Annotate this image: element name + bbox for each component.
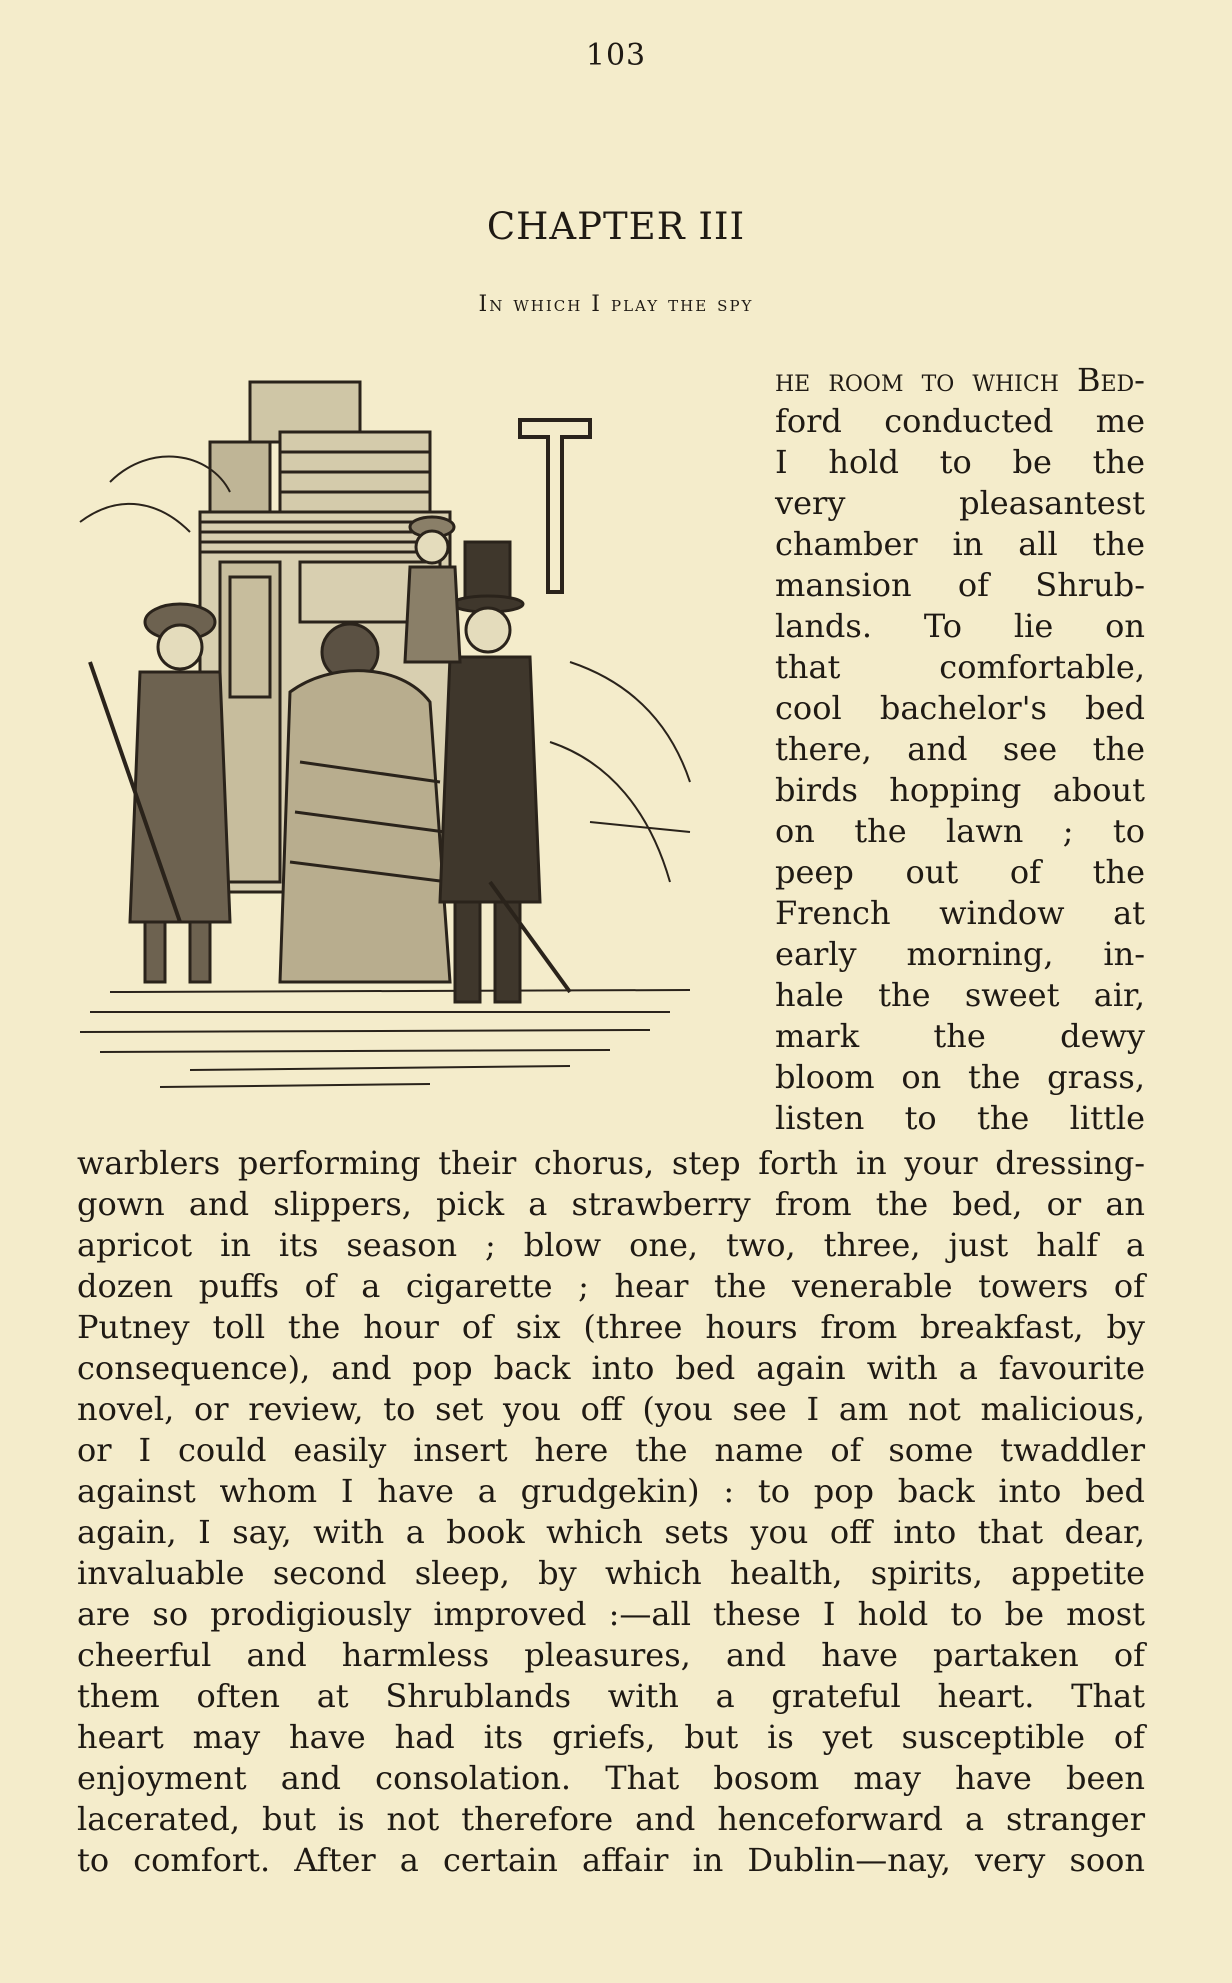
text-line: early morning, in- — [775, 935, 1145, 973]
text-line: dozen puffs of a cigarette ; hear the venerable towers of — [77, 1267, 1145, 1305]
text-line: invaluable second sleep, by which health, spirits, appetite — [77, 1554, 1145, 1592]
text-line: novel, or review, to set you off (you see I am not malicious, — [77, 1390, 1145, 1428]
text-line: bloom on the grass, — [775, 1058, 1145, 1096]
text-line: or I could easily insert here the name of some twaddler — [77, 1431, 1145, 1469]
text-line: French window at — [775, 894, 1145, 932]
text-line: are so prodigiously improved :—all these I hold to be most — [77, 1595, 1145, 1633]
text-line: cool bachelor's bed — [775, 689, 1145, 727]
chapter-subtitle: In which I play the spy — [478, 292, 754, 317]
text-line: apricot in its season ; blow one, two, three, just half a — [77, 1226, 1145, 1264]
coach-illustration — [70, 362, 730, 1102]
text-line: heart may have had its griefs, but is yet susceptible of — [77, 1718, 1145, 1756]
text-line: warblers performing their chorus, step forth in your dressing- — [77, 1144, 1145, 1182]
text-line: there, and see the — [775, 730, 1145, 768]
text-line: hale the sweet air, — [775, 976, 1145, 1014]
luggage-pile — [210, 382, 430, 512]
text-line: that comfortable, — [775, 648, 1145, 686]
text-line: peep out of the — [775, 853, 1145, 891]
text-line: on the lawn ; to — [775, 812, 1145, 850]
body-text-column — [77, 1143, 1145, 1881]
text-line: to comfort. After a certain affair in Dublin—nay, very soon — [77, 1841, 1145, 1879]
text-line: listen to the little — [775, 1099, 1145, 1137]
chapter-title: CHAPTER III — [486, 205, 746, 248]
text-line: Putney toll the hour of six (three hours from breakfast, by — [77, 1308, 1145, 1346]
text-line: ford conducted me — [775, 402, 1145, 440]
text-line: enjoyment and consolation. That bosom may have been — [77, 1759, 1145, 1797]
text-line: lacerated, but is not therefore and henceforward a stranger — [77, 1800, 1145, 1838]
text-line: I hold to be the — [775, 443, 1145, 481]
page-number: 103 — [585, 38, 647, 73]
text-line: he room to which Bed- — [775, 361, 1145, 399]
text-line: very pleasantest — [775, 484, 1145, 522]
text-line: birds hopping about — [775, 771, 1145, 809]
text-line: again, I say, with a book which sets you off into that dear, — [77, 1513, 1145, 1551]
text-line: lands. To lie on — [775, 607, 1145, 645]
ground-hatching — [80, 990, 690, 1087]
text-line: chamber in all the — [775, 525, 1145, 563]
text-line: them often at Shrublands with a grateful heart. That — [77, 1677, 1145, 1715]
text-line: mansion of Shrub- — [775, 566, 1145, 604]
text-line: mark the dewy — [775, 1017, 1145, 1055]
text-line: gown and slippers, pick a strawberry from the bed, or an — [77, 1185, 1145, 1223]
text-line: consequence), and pop back into bed again with a favourite — [77, 1349, 1145, 1387]
text-line: against whom I have a grudgekin) : to pop back into bed — [77, 1472, 1145, 1510]
drop-cap-frame — [520, 420, 590, 592]
wrapped-text-column — [775, 360, 1145, 1139]
text-line: cheerful and harmless pleasures, and have partaken of — [77, 1636, 1145, 1674]
right-figure — [440, 542, 570, 1002]
